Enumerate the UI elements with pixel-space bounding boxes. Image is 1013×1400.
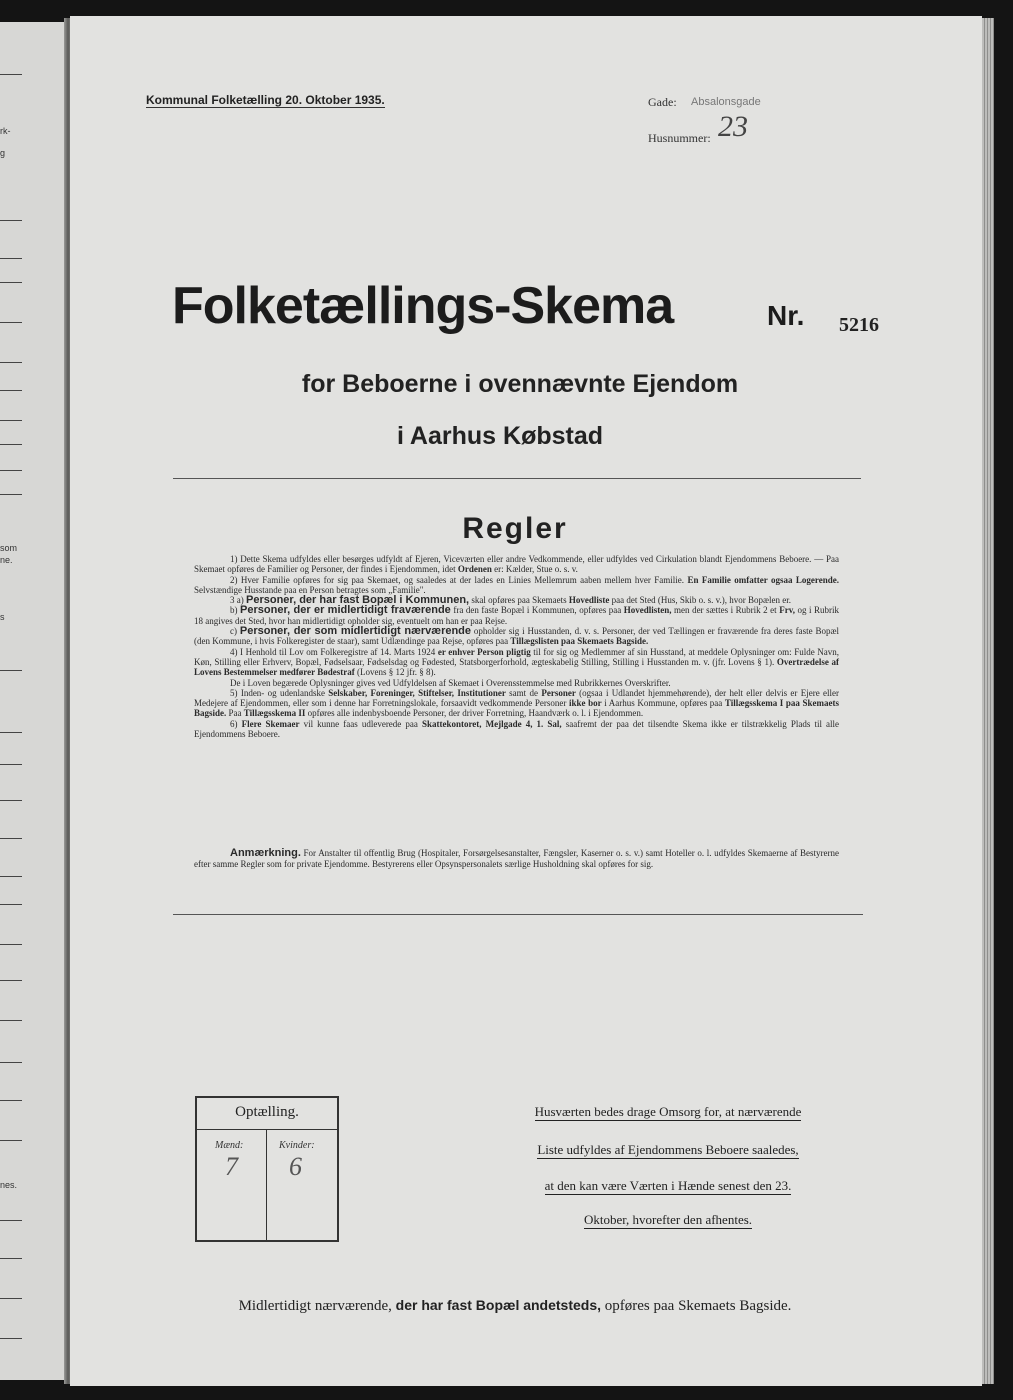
census-form-page	[70, 16, 982, 1386]
house-number-value: 23	[718, 110, 748, 143]
form-subtitle: for Beboerne i ovennævnte Ejendom	[301, 370, 739, 398]
count-box-divider	[197, 1129, 337, 1130]
form-rule	[0, 1258, 22, 1259]
men-label: Mænd:	[215, 1140, 244, 1151]
form-rule	[0, 944, 22, 945]
divider-rule	[173, 478, 861, 479]
women-label: Kvinder:	[279, 1140, 315, 1151]
form-rule	[0, 258, 22, 259]
rule-2: 2) Hver Familie opføres for sig paa Skemaet, og saaledes at der lades en Linies Mellemrum aaben mellem hver Familie. En Familie omfatter ogsaa Logerende. Selvstændige Husstande paa en Person betragtes som „Familie".	[194, 574, 839, 595]
rule-3b: b) Personer, der er midlertidigt fraværende fra den faste Bopæl i Kommunen, opføres paa Hovedlisten, men der sættes i Rubrik 2 et Frv, og i Rubrik 18 angives det Sted, hvor han midlertidigt opholder sig, eventuelt om han er paa Rejse.	[194, 604, 840, 626]
street-label: Gade:	[648, 95, 677, 109]
rule-4: 4) I Henhold til Lov om Folkeregistre af 14. Marts 1924 er enhver Person pligtig til for sig og Medlemmer af sin Husstand, at meddele Oplysninger om: Fulde Navn, Køn, Stilling eller Erhverv, Bopæl, Fødselsaar, Fødselsdag og Fødested, Statsborgerforhold, ægteskabelig Stilling, Stilling i Husstanden m. v. (jfr. Lovens § 1). Overtrædelse af Lovens Bestemmelser medfører Bødestraf (Lovens § 12 jfr. § 8).	[194, 646, 840, 678]
form-subtitle-location: i Aarhus Købstad	[396, 422, 604, 450]
women-count: 6	[289, 1152, 302, 1181]
form-title: Folketællings-Skema	[172, 277, 674, 335]
remark-text: For Anstalter til offentlig Brug (Hospitaler, Forsørgelsesanstalter, Fængsler, Kaserner o. s. v.) samt Hoteller o. l. udfyldes Skemaerne af Bestyrerne efter samme Regler som for private Ejendomme. Bestyrerens eller Opsynspersonalets særlige Husholdning skal opføres for sig.	[194, 848, 839, 869]
form-rule	[0, 1100, 22, 1101]
form-rule	[0, 1338, 22, 1339]
divider-rule	[173, 914, 863, 915]
form-rule	[0, 220, 22, 221]
form-rule	[0, 1062, 22, 1063]
form-rule	[0, 470, 22, 471]
host-notice-line: at den kan være Værten i Hænde senest den 23.	[544, 1178, 792, 1193]
remark-paragraph	[194, 848, 839, 869]
adjacent-page-edge	[0, 22, 66, 1380]
census-title-line: Kommunal Folketælling 20. Oktober 1935.	[146, 93, 385, 107]
rule-3c: c) Personer, der som midlertidigt nærværende opholder sig i Husstanden, d. v. s. Personer, der ved Tællingen er fraværende fra deres faste Bopæl (den Kommune, i hvis Folkeregister de staar), samt Udlændinge paa Rejse, opføres paa Tillægslisten paa Skemaets Bagside.	[194, 625, 840, 647]
form-rule	[0, 876, 22, 877]
form-rule	[0, 322, 22, 323]
margin-fragment: ne.	[0, 555, 13, 565]
count-box-title: Optælling.	[235, 1104, 299, 1120]
host-notice-line: Oktober, hvorefter den afhentes.	[583, 1212, 753, 1227]
host-notice-line: Husværten bedes drage Omsorg for, at nærværende	[534, 1104, 802, 1119]
rule-5: 5) Inden- og udenlandske Selskaber, Foreninger, Stiftelser, Institutioner samt de Personer (ogsaa i Udlandet hjemmehørende), der helt eller delvis er Ejere eller Medejere af Ejendommen, eller som i denne har Forretningslokale, forsaavidt vedkommende Personer ikke bor i Aarhus Kommune, opføres paa Tillægsskema I paa Skemaets Bagside. Paa Tillægsskema II opføres alle indenbysboende Personer, der driver Forretning, Haandværk o. l. i Ejendommen.	[194, 687, 840, 719]
form-rule	[0, 362, 22, 363]
count-box	[195, 1096, 339, 1242]
form-rule	[0, 1140, 22, 1141]
count-box-column-divider	[266, 1130, 267, 1240]
rules-heading: Regler	[462, 512, 568, 545]
form-rule	[0, 764, 22, 765]
street-value: Absalonsgade	[691, 96, 761, 108]
margin-fragment: s	[0, 612, 5, 622]
form-rule	[0, 670, 22, 671]
form-number-label: Nr.	[767, 300, 805, 331]
footer-note: Midlertidigt nærværende, der har fast Bopæl andetsteds, opføres paa Skemaets Bagside.	[238, 1297, 792, 1314]
margin-fragment: rk-	[0, 126, 11, 136]
margin-fragment: som	[0, 543, 18, 553]
form-rule	[0, 494, 22, 495]
form-rule	[0, 1020, 22, 1021]
remark-label: Anmærkning.	[230, 847, 301, 859]
host-notice-line: Liste udfyldes af Ejendommens Beboere saaledes,	[537, 1142, 799, 1157]
margin-fragment: g	[0, 148, 6, 158]
form-rule	[0, 838, 22, 839]
form-number-value: 5216	[839, 314, 879, 336]
rule-1: 1) Dette Skema udfyldes eller besørges udfyldt af Ejeren, Viceværten eller andre Vedkommende, eller udfyldes ved Cirkulation blandt Ejendommens Beboere. — Paa Skemaet opføres de Familier og Personer, der findes i Ejendommen, idet Ordenen er: Kælder, Stue o. s. v.	[194, 554, 839, 575]
form-rule	[0, 420, 22, 421]
form-rule	[0, 904, 22, 905]
rule-3a: 3 a) Personer, der har fast Bopæl i Kommunen, skal opføres paa Skemaets Hovedliste paa det Sted (Hus, Skib o. s. v.), hvor Bopælen er.	[230, 594, 791, 607]
form-rule	[0, 980, 22, 981]
form-rule	[0, 800, 22, 801]
form-rule	[0, 1220, 22, 1221]
rule-6: 6) Flere Skemaer vil kunne faas udleverede paa Skattekontoret, Mejlgade 4, 1. Sal, saafremt der paa det tilsendte Skema ikke er tilstrækkelig Plads til alle Ejendommens Beboere.	[194, 718, 840, 740]
form-rule	[0, 732, 22, 733]
rule-4-extra: De i Loven begærede Oplysninger gives ved Udfyldelsen af Skemaet i Overensstemmelse med Rubrikkernes Overskrifter.	[230, 677, 671, 688]
rules-text	[194, 554, 839, 739]
form-rule	[0, 282, 22, 283]
form-rule	[0, 74, 22, 75]
house-number-label: Husnummer:	[648, 131, 711, 145]
men-count: 7	[225, 1152, 238, 1181]
margin-fragment: nes.	[0, 1180, 18, 1190]
